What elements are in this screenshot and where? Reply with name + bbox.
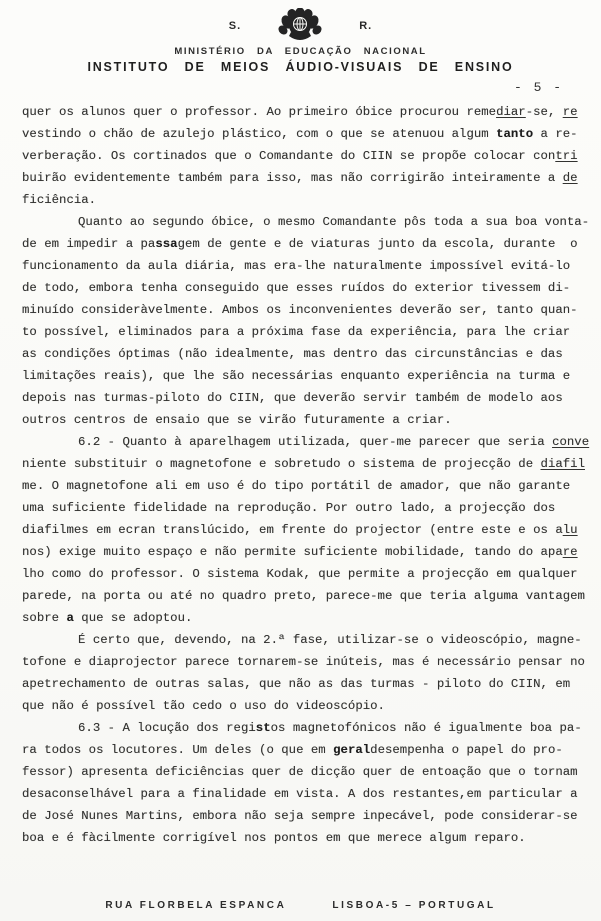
text-segment: limitações reais), que lhe são necessárias enquanto experiência na turma e: [22, 369, 571, 383]
text-segment: to possível, eliminados para a próxima fase da experiência, para lhe criar: [22, 325, 571, 339]
text-line: [22, 805, 584, 827]
text-segment: tofone e diaprojector parece tornarem-se inúteis, mas é necessário pensar no: [22, 655, 585, 669]
ministry-title: MINISTÉRIO DA EDUCAÇÃO NACIONAL: [174, 46, 427, 57]
page-number: - 5 -: [513, 80, 563, 95]
text-line: [22, 739, 584, 761]
crest-row: [0, 8, 601, 44]
text-segment: lho como do professor. O sistema Kodak, que permite a projecção em qualquer: [22, 567, 578, 581]
letterhead: [0, 8, 601, 74]
text-segment: de: [562, 171, 578, 185]
text-segment: outros centros de ensaio que se virão futuramente a criar.: [22, 413, 452, 427]
text-line: [22, 761, 584, 783]
text-line: [22, 695, 584, 717]
text-line: [22, 255, 584, 277]
text-line: [22, 145, 584, 167]
text-segment: re: [562, 105, 578, 119]
institute-title: INSTITUTO DE MEIOS ÁUDIO-VISUAIS DE ENSINO: [87, 60, 514, 74]
text-segment: desaconselhável para a finalidade em vista. A dos restantes,em particular a: [22, 787, 578, 801]
text-segment: que se adoptou.: [73, 611, 193, 625]
text-segment: as condições óptimas (não idealmente, mas dentro das circunstâncias e das: [22, 347, 563, 361]
text-segment: fessor) apresenta deficiências quer de dicção quer de entoação que o tornam: [22, 765, 578, 779]
crest-right-initial: R.: [359, 20, 373, 32]
text-segment: ficiência.: [22, 193, 97, 207]
text-line: [22, 211, 590, 233]
text-segment: st: [255, 721, 271, 735]
text-segment: ssa: [155, 237, 178, 251]
text-segment: 6.2 - Quanto à aparelhagem utilizada, quer-me parecer que seria: [78, 435, 553, 449]
text-segment: que não é possível tão cedo o uso do videoscópio.: [22, 699, 385, 713]
text-line: [22, 717, 584, 739]
text-segment: Quanto ao segundo óbice, o mesmo Comandante pôs toda a sua boa vonta-: [78, 215, 590, 229]
text-segment: sobre: [22, 611, 67, 625]
text-line: [22, 673, 584, 695]
text-segment: tanto: [496, 127, 534, 141]
text-segment: tri: [555, 149, 578, 163]
text-segment: uma suficiente fidelidade na reprodução. Por outro lado, a projecção dos: [22, 501, 556, 515]
text-line: [22, 585, 584, 607]
text-segment: vestindo o chão de azulejo plástico, com o que se atenuou algum: [22, 127, 497, 141]
text-segment: de José Nunes Martins, embora não seja sempre inpecável, pode considerar-se: [22, 809, 578, 823]
text-line: [22, 387, 584, 409]
text-segment: boa e é fàcilmente corrigível nos pontos em que merece algum reparo.: [22, 831, 526, 845]
footer-city: LISBOA-5 – PORTUGAL: [332, 900, 496, 911]
text-segment: diafilmes em ecran translúcido, em frente do projector (entre este e os a: [22, 523, 563, 537]
text-segment: diar: [496, 105, 526, 119]
text-line: [22, 453, 584, 475]
document-body: [22, 101, 590, 849]
text-line: [22, 827, 584, 849]
text-segment: desempenha o papel do pro-: [370, 743, 563, 757]
text-line: [22, 189, 584, 211]
text-segment: -se,: [525, 105, 563, 119]
text-segment: a: [66, 611, 74, 625]
text-segment: gem de gente e de viaturas junto da escola, durante o: [177, 237, 578, 251]
text-line: [22, 519, 584, 541]
text-segment: quer os alunos quer o professor. Ao primeiro óbice procurou reme: [22, 105, 497, 119]
text-segment: re: [562, 545, 578, 559]
text-line: [22, 431, 590, 453]
text-line: [22, 167, 584, 189]
text-segment: niente substituir o magnetofone e sobretudo o sistema de projecção de: [22, 457, 541, 471]
crest-left-initial: S.: [228, 20, 242, 32]
text-line: [22, 651, 584, 673]
text-line: [22, 563, 584, 585]
text-line: [22, 497, 584, 519]
text-line: [22, 299, 584, 321]
text-segment: nos) exige muito espaço e não permite suficiente mobilidade, tando do apa: [22, 545, 563, 559]
text-segment: geral: [333, 743, 371, 757]
text-segment: a re-: [533, 127, 578, 141]
text-segment: verberação. Os cortinados que o Comandante do CIIN se propõe colocar con: [22, 149, 556, 163]
text-segment: me. O magnetofone ali em uso é do tipo portátil de amador, que não garante: [22, 479, 571, 493]
text-line: [22, 277, 584, 299]
text-line: [22, 343, 584, 365]
text-segment: funcionamento da aula diária, mas era-lhe naturalmente impossível evitá-lo: [22, 259, 571, 273]
text-line: [22, 541, 584, 563]
text-segment: apetrechamento de outras salas, que não as das turmas - piloto do CIIN, em: [22, 677, 571, 691]
text-line: [22, 365, 584, 387]
text-segment: ra todos os locutores. Um deles (o que em: [22, 743, 334, 757]
text-line: [22, 233, 584, 255]
text-segment: depois nas turmas-piloto do CIIN, que deverão servir também de modelo aos: [22, 391, 563, 405]
text-segment: de todo, embora tenha conseguido que esses ruídos do exterior tivessem di-: [22, 281, 571, 295]
text-segment: os magnetofónicos não é igualmente boa pa-: [270, 721, 582, 735]
text-line: [22, 101, 584, 123]
text-line: [22, 409, 584, 431]
text-segment: É certo que, devendo, na 2.ª fase, utilizar-se o videoscópio, magne-: [78, 633, 582, 647]
text-line: [22, 475, 584, 497]
footer: [0, 900, 601, 911]
text-segment: buirão evidentemente também para isso, mas não corrigirão inteiramente a: [22, 171, 563, 185]
text-line: [22, 783, 584, 805]
text-segment: parede, na porta ou até no quadro preto, parece-me que teria alguma vantagem: [22, 589, 585, 603]
text-line: [22, 629, 584, 651]
coat-of-arms-icon: [269, 8, 331, 44]
text-segment: lu: [562, 523, 578, 537]
text-segment: minuído consideràvelmente. Ambos os inconvenientes deverão ser, tanto quan-: [22, 303, 578, 317]
text-line: [22, 123, 584, 145]
text-segment: de em impedir a pa: [22, 237, 156, 251]
text-segment: conve: [552, 435, 590, 449]
text-line: [22, 321, 584, 343]
text-line: [22, 607, 584, 629]
text-segment: 6.3 - A locução dos regi: [78, 721, 256, 735]
text-segment: diafil: [540, 457, 585, 471]
footer-address: RUA FLORBELA ESPANCA: [105, 900, 287, 911]
